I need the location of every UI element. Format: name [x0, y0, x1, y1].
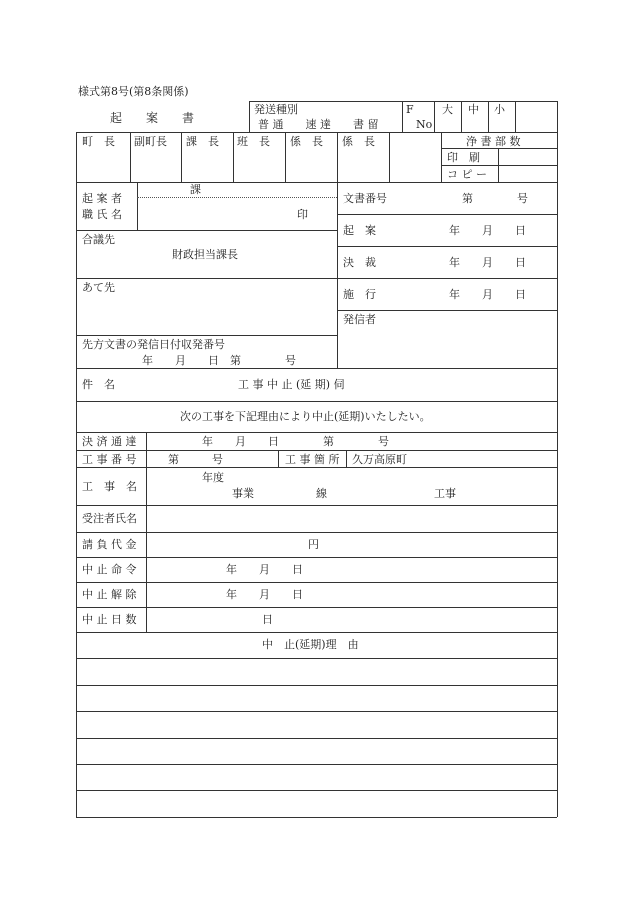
dispatch-type-label: 発送種別 [254, 103, 298, 116]
work-number-value: 第 号 [168, 453, 223, 466]
work-number-label: 工 事 番 号 [82, 453, 137, 466]
project-label: 事業 [232, 487, 254, 500]
form-title: 起 案 書 [110, 111, 195, 125]
fiscal-year-label: 年度 [202, 471, 224, 484]
work-place-value: 久万高原町 [352, 453, 407, 466]
contract-price-label: 請 負 代 金 [82, 538, 137, 551]
approval-team-leader: 班 長 [237, 135, 270, 148]
approval-subsection-chief-2: 係 長 [342, 135, 375, 148]
drafter-name-label: 職 氏 名 [82, 208, 122, 221]
f-label: F [406, 103, 414, 116]
approve-date-label: 決 裁 [343, 256, 376, 269]
stop-days-label: 中 止 日 数 [82, 613, 137, 626]
clean-copy-title: 浄 書 部 数 [466, 135, 521, 148]
doc-number-label: 文書番号 [343, 192, 387, 205]
seal-mark: 印 [297, 208, 308, 221]
yen-unit: 円 [308, 538, 319, 551]
addressee-label: あて先 [82, 281, 115, 294]
drafter-section-suffix: 課 [190, 183, 201, 196]
counterparty-doc-value: 年 月 日 第 号 [142, 354, 296, 367]
construction-label: 工事 [434, 487, 456, 500]
drafter-label: 起 案 者 [82, 192, 122, 205]
reason-header: 中 止(延期)理 由 [262, 638, 359, 651]
work-name-label: 工 事 名 [82, 480, 137, 493]
doc-number-value: 第 号 [462, 192, 528, 205]
subject-label: 件 名 [82, 378, 115, 391]
dispatch-options: 普 通 速 達 書 留 [258, 118, 379, 131]
size-medium: 中 [468, 103, 479, 116]
size-large: 大 [442, 103, 453, 116]
approval-deputy-mayor: 副町長 [134, 135, 167, 148]
form-id: 様式第8号(第8条関係) [78, 85, 189, 98]
approve-date-value: 年 月 日 [449, 256, 526, 269]
approval-subsection-chief-1: 係 長 [290, 135, 323, 148]
size-small: 小 [494, 103, 505, 116]
draft-date-label: 起 案 [343, 224, 376, 237]
line-label: 線 [316, 487, 327, 500]
stop-order-date: 年 月 日 [226, 563, 303, 576]
sender-label: 発信者 [343, 313, 376, 326]
enforce-date-label: 施 行 [343, 288, 376, 301]
draft-date-value: 年 月 日 [449, 224, 526, 237]
stop-order-label: 中 止 命 令 [82, 563, 137, 576]
stop-release-label: 中 止 解 除 [82, 588, 137, 601]
subject-value: 工 事 中 止 (延 期) 伺 [238, 378, 345, 391]
work-place-label: 工 事 箇 所 [285, 453, 340, 466]
approval-mayor: 町 長 [82, 135, 115, 148]
settlement-label: 決 済 通 達 [82, 435, 137, 448]
print-label: 印 刷 [447, 151, 480, 164]
counterparty-doc-label: 先方文書の発信日付収発番号 [82, 338, 225, 351]
copy-label: コ ピ ー [447, 168, 487, 181]
enforce-date-value: 年 月 日 [449, 288, 526, 301]
no-label: No [416, 118, 433, 131]
consultation-value: 財政担当課長 [172, 248, 238, 261]
settlement-value: 年 月 日 第 号 [202, 435, 389, 448]
approval-section-chief: 課 長 [186, 135, 219, 148]
contractor-label: 受注者氏名 [82, 512, 137, 525]
stop-release-date: 年 月 日 [226, 588, 303, 601]
consultation-label: 合議先 [82, 233, 115, 246]
stop-days-unit: 日 [262, 613, 273, 626]
statement: 次の工事を下記理由により中止(延期)いたしたい。 [180, 410, 431, 423]
